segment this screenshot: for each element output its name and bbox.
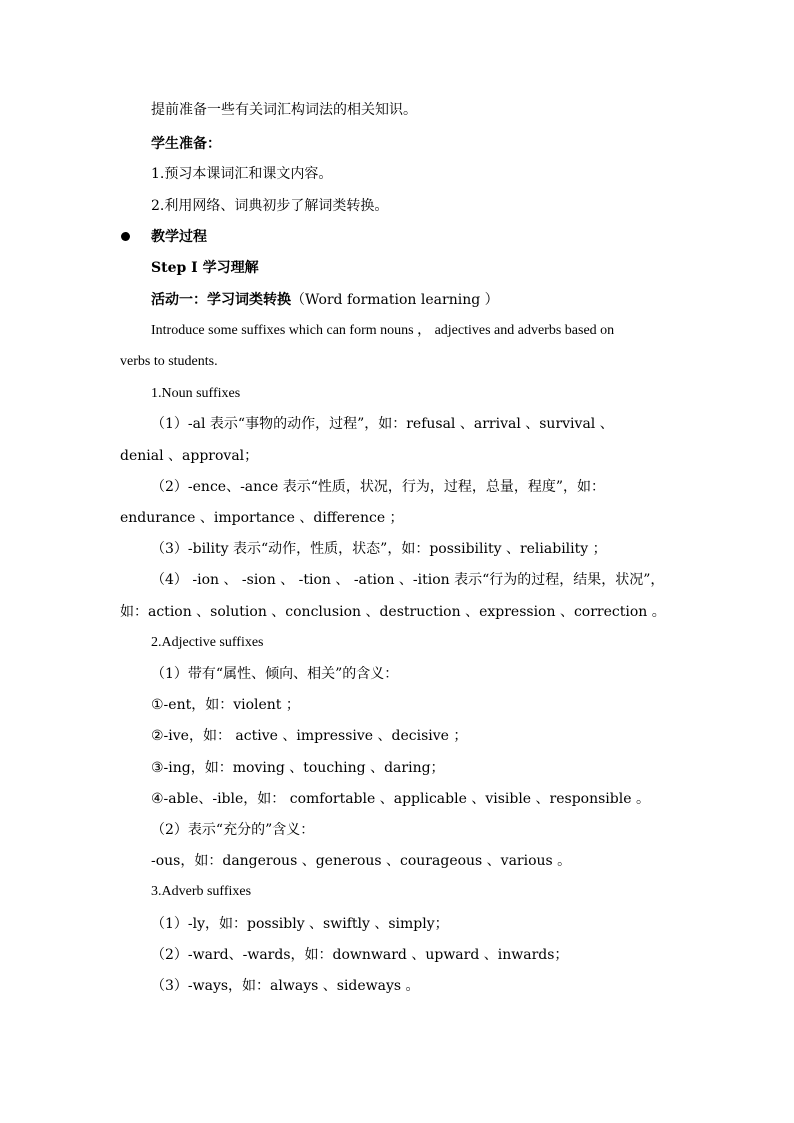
noun-suffixes-heading: 1.Noun suffixes [151, 386, 241, 401]
adjective-suffix-1-b: ②-ive，如： active 、impressive 、decisive ； [151, 728, 468, 744]
noun-suffix-2-line-2: endurance 、importance 、difference ； [120, 510, 404, 526]
adjective-suffix-1-c: ③-ing，如：moving 、touching 、daring； [151, 760, 445, 776]
noun-suffix-2-line-1: （2）-ence、-ance 表示“性质，状况，行为，过程，总量，程度”，如： [151, 479, 606, 495]
student-prep-item-2: 2.利用网络、词典初步了解词类转换。 [151, 198, 389, 214]
adjective-suffix-1: （1）带有“属性、倾向、相关”的含义： [151, 666, 399, 682]
activity-heading-en: （Word formation learning ） [291, 292, 499, 308]
intro-line-2: verbs to students. [120, 354, 218, 369]
intro-line-1: Introduce some suffixes which can form nouns ， adjectives and adverbs based on [151, 323, 615, 338]
adjective-suffix-2: （2）表示“充分的”含义： [151, 822, 315, 838]
noun-suffix-1-line-2: denial 、approval； [120, 448, 259, 464]
activity-heading [151, 290, 499, 310]
adjective-suffix-2-a: -ous，如：dangerous 、generous 、courageous 、various 。 [151, 853, 572, 869]
noun-suffix-4-line-2: 如：action 、solution 、conclusion 、destruction 、expression 、correction 。 [120, 604, 666, 620]
student-prep-heading: 学生准备： [151, 136, 221, 152]
adverb-suffix-1: （1）-ly，如：possibly 、swiftly 、simply； [151, 916, 449, 932]
adverb-suffix-2: （2）-ward、-wards，如：downward 、upward 、inwards； [151, 947, 569, 963]
bullet-icon [121, 232, 130, 241]
adjective-suffix-1-a: ①-ent，如：violent ； [151, 697, 300, 713]
adjective-suffix-1-d: ④-able、-ible，如： comfortable 、applicable 、visible 、responsible 。 [151, 791, 650, 807]
activity-heading-cn: 活动一：学习词类转换 [151, 292, 291, 308]
adverb-suffix-3: （3）-ways，如：always 、sideways 。 [151, 978, 420, 994]
step-heading: Step Ⅰ 学习理解 [151, 260, 259, 276]
noun-suffix-3: （3）-bility 表示“动作，性质，状态”，如：possibility 、reliability ； [151, 541, 607, 557]
student-prep-item-1: 1.预习本课词汇和课文内容。 [151, 166, 333, 182]
adverb-suffixes-heading: 3.Adverb suffixes [151, 884, 252, 899]
adjective-suffixes-heading: 2.Adjective suffixes [151, 635, 264, 650]
teacher-prep-knowledge: 提前准备一些有关词汇构词法的相关知识。 [151, 102, 417, 118]
noun-suffix-1-line-1: （1）-al 表示“事物的动作，过程”，如：refusal 、arrival 、survival 、 [151, 416, 614, 432]
noun-suffix-4-line-1: （4） -ion 、 -sion 、 -tion 、 -ation 、-ition 表示“行为的过程，结果，状况”， [151, 572, 665, 588]
process-heading: 教学过程 [151, 229, 207, 245]
